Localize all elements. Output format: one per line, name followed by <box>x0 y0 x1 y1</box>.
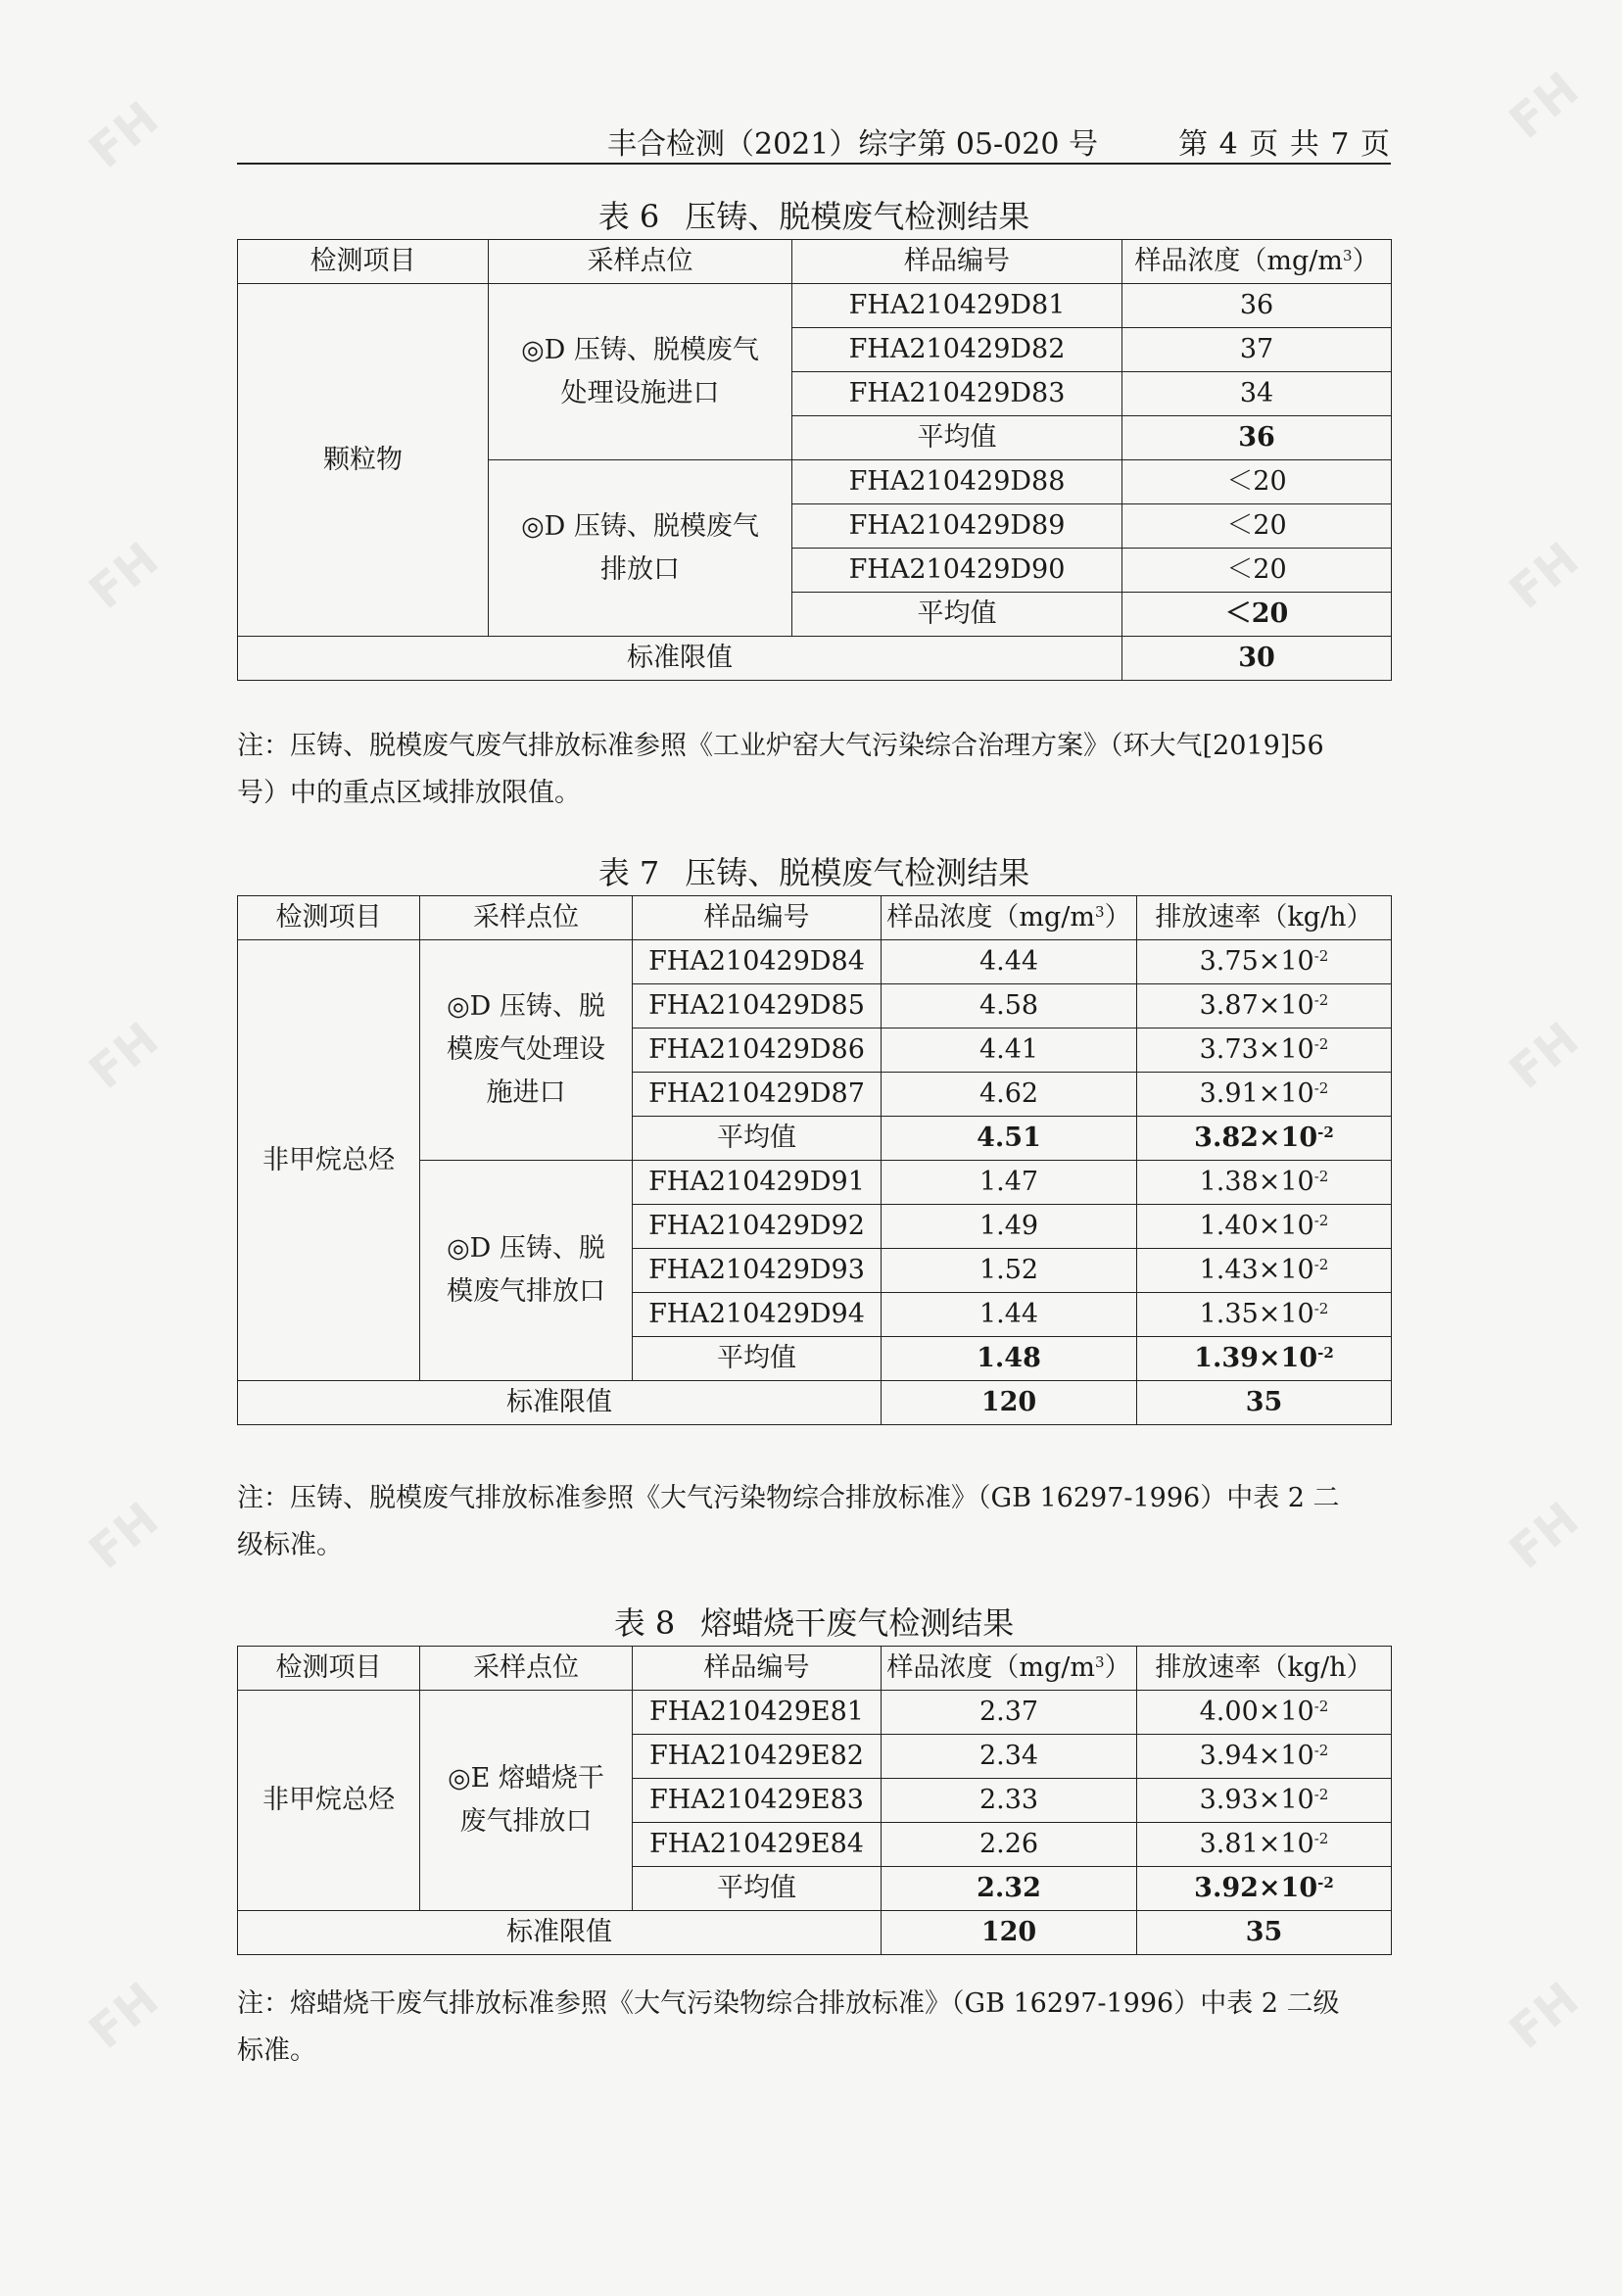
table7-title: 压铸、脱模废气检测结果 <box>685 854 1030 891</box>
table6 <box>237 239 1392 681</box>
rate-cell: $3.91\times 10^{-2}$ <box>1137 1073 1392 1117</box>
concentration-cell: 1.49 <box>882 1205 1137 1249</box>
concentration-cell: 37 <box>1122 328 1392 372</box>
table6-caption <box>237 192 1391 237</box>
rate-cell: $3.73\times 10^{-2}$ <box>1137 1028 1392 1073</box>
rate-cell: $1.40\times 10^{-2}$ <box>1137 1205 1392 1249</box>
table-header-row <box>238 1647 1392 1691</box>
sampling-point-cell: ◎D 压铸、脱模废气 排放口 <box>489 460 792 637</box>
watermark: FH <box>78 1012 169 1100</box>
concentration-cell: 2.37 <box>882 1691 1137 1735</box>
rate-cell: $3.75\times 10^{-2}$ <box>1137 940 1392 984</box>
table8-title: 熔蜡烧干废气检测结果 <box>700 1604 1015 1642</box>
concentration-cell: ＜20 <box>1122 460 1392 504</box>
concentration-cell: ＜20 <box>1122 504 1392 549</box>
rate-cell: $1.35\times 10^{-2}$ <box>1137 1293 1392 1337</box>
table7-caption <box>237 848 1391 893</box>
sample-id-cell: FHA210429D88 <box>792 460 1122 504</box>
header-cell: 采样点位 <box>489 240 792 284</box>
sample-id-cell: FHA210429D89 <box>792 504 1122 549</box>
header-cell: 样品浓度$(mg/m^3)$ <box>882 896 1137 940</box>
sample-id-cell: FHA210429D81 <box>792 284 1122 328</box>
average-concentration: 4.51 <box>882 1117 1137 1161</box>
limit-row <box>238 637 1392 681</box>
sampling-point-cell: ◎E 熔蜡烧干 废气排放口 <box>420 1691 633 1911</box>
header-cell: 检测项目 <box>238 240 489 284</box>
watermark: FH <box>78 532 169 620</box>
rate-cell: $4.00\times 10^{-2}$ <box>1137 1691 1392 1735</box>
sample-id-cell: FHA210429D91 <box>633 1161 882 1205</box>
sample-id-cell: FHA210429D85 <box>633 984 882 1028</box>
header-cell: 样品浓度$(mg/m^3)$ <box>1122 240 1392 284</box>
table7-note: 注：压铸、脱模废气排放标准参照《大气污染物综合排放标准》（GB 16297-1996）中表 2 二 级标准。 <box>237 1483 1340 1560</box>
limit-row <box>238 1911 1392 1955</box>
concentration-cell: 1.44 <box>882 1293 1137 1337</box>
limit-concentration: 30 <box>1122 637 1392 681</box>
table8-caption <box>237 1599 1391 1644</box>
rate-cell: $1.43\times 10^{-2}$ <box>1137 1249 1392 1293</box>
header-cell: 采样点位 <box>420 1647 633 1691</box>
watermark: FH <box>78 1492 169 1580</box>
sample-id-cell: FHA210429D86 <box>633 1028 882 1073</box>
watermark: FH <box>1499 1012 1590 1100</box>
rate-cell: $3.93\times 10^{-2}$ <box>1137 1779 1392 1823</box>
sampling-point-cell: ◎D 压铸、脱 模废气处理设 施进口 <box>420 940 633 1161</box>
table-row <box>238 284 1392 328</box>
table6-note: 注：压铸、脱模废气废气排放标准参照《工业炉窑大气污染综合治理方案》（环大气[2019]56 号）中的重点区域排放限值。 <box>237 731 1324 808</box>
sampling-point-cell: ◎D 压铸、脱 模废气排放口 <box>420 1161 633 1381</box>
table8-note: 注：熔蜡烧干废气排放标准参照《大气污染物综合排放标准》（GB 16297-1996）中表 2 二级 标准。 <box>237 1988 1340 2066</box>
sample-id-cell: FHA210429D90 <box>792 549 1122 593</box>
table6-number: 表 6 <box>597 198 660 235</box>
header-cell: 样品编号 <box>633 896 882 940</box>
average-label: 平均值 <box>792 593 1122 637</box>
watermark: FH <box>1499 1972 1590 2060</box>
watermark: FH <box>78 1972 169 2060</box>
watermark: FH <box>1499 532 1590 620</box>
header-cell: 排放速率（kg/h） <box>1137 896 1392 940</box>
table6-title: 压铸、脱模废气检测结果 <box>685 198 1030 235</box>
limit-rate: 35 <box>1137 1381 1392 1425</box>
concentration-cell: 36 <box>1122 284 1392 328</box>
test-item-cell: 非甲烷总烃 <box>238 940 420 1381</box>
sample-id-cell: FHA210429D92 <box>633 1205 882 1249</box>
table7-number: 表 7 <box>597 854 660 891</box>
sample-id-cell: FHA210429D94 <box>633 1293 882 1337</box>
concentration-cell: 4.58 <box>882 984 1137 1028</box>
concentration-cell: 2.33 <box>882 1779 1137 1823</box>
test-item-cell: 非甲烷总烃 <box>238 1691 420 1911</box>
table-row <box>238 940 1392 984</box>
rate-cell: $3.87\times 10^{-2}$ <box>1137 984 1392 1028</box>
concentration-cell: 1.52 <box>882 1249 1137 1293</box>
page-indicator: 第 4 页 共 7 页 <box>1178 127 1391 162</box>
sample-id-cell: FHA210429D87 <box>633 1073 882 1117</box>
sample-id-cell: FHA210429D84 <box>633 940 882 984</box>
header-cell: 检测项目 <box>238 1647 420 1691</box>
limit-label: 标准限值 <box>238 1381 882 1425</box>
sample-id-cell: FHA210429E84 <box>633 1823 882 1867</box>
average-label: 平均值 <box>633 1867 882 1911</box>
limit-label: 标准限值 <box>238 1911 882 1955</box>
header-cell: 样品浓度$(mg/m^3)$ <box>882 1647 1137 1691</box>
header-cell: 样品编号 <box>792 240 1122 284</box>
sample-id-cell: FHA210429D82 <box>792 328 1122 372</box>
sample-id-cell: FHA210429E82 <box>633 1735 882 1779</box>
sample-id-cell: FHA210429D93 <box>633 1249 882 1293</box>
sample-id-cell: FHA210429E81 <box>633 1691 882 1735</box>
concentration-cell: 4.62 <box>882 1073 1137 1117</box>
concentration-cell: 34 <box>1122 372 1392 416</box>
sample-id-cell: FHA210429D83 <box>792 372 1122 416</box>
page-header <box>237 116 1391 165</box>
limit-rate: 35 <box>1137 1911 1392 1955</box>
table-header-row <box>238 896 1392 940</box>
watermark: FH <box>1499 1492 1590 1580</box>
concentration-cell: 1.47 <box>882 1161 1137 1205</box>
average-concentration: 2.32 <box>882 1867 1137 1911</box>
rate-cell: $1.38\times 10^{-2}$ <box>1137 1161 1392 1205</box>
concentration-cell: 2.34 <box>882 1735 1137 1779</box>
report-number: 丰合检测（2021）综字第 05-020 号 <box>607 127 1098 162</box>
average-rate: $1.39\times 10^{-2}$ <box>1137 1337 1392 1381</box>
average-rate: $3.92\times 10^{-2}$ <box>1137 1867 1392 1911</box>
header-cell: 检测项目 <box>238 896 420 940</box>
table7 <box>237 895 1392 1425</box>
sample-id-cell: FHA210429E83 <box>633 1779 882 1823</box>
table8 <box>237 1646 1392 1955</box>
limit-concentration: 120 <box>882 1911 1137 1955</box>
average-rate: $3.82\times 10^{-2}$ <box>1137 1117 1392 1161</box>
concentration-cell: 4.41 <box>882 1028 1137 1073</box>
average-concentration: 36 <box>1122 416 1392 460</box>
average-label: 平均值 <box>633 1117 882 1161</box>
average-label: 平均值 <box>633 1337 882 1381</box>
concentration-cell: 2.26 <box>882 1823 1137 1867</box>
rate-cell: $3.81\times 10^{-2}$ <box>1137 1823 1392 1867</box>
sampling-point-cell: ◎D 压铸、脱模废气 处理设施进口 <box>489 284 792 460</box>
header-cell: 排放速率（kg/h） <box>1137 1647 1392 1691</box>
header-cell: 样品编号 <box>633 1647 882 1691</box>
average-label: 平均值 <box>792 416 1122 460</box>
table-header-row <box>238 240 1392 284</box>
rate-cell: $3.94\times 10^{-2}$ <box>1137 1735 1392 1779</box>
average-concentration: 1.48 <box>882 1337 1137 1381</box>
limit-row <box>238 1381 1392 1425</box>
table8-number: 表 8 <box>613 1604 676 1642</box>
concentration-cell: 4.44 <box>882 940 1137 984</box>
limit-label: 标准限值 <box>238 637 1122 681</box>
average-concentration: ＜20 <box>1122 593 1392 637</box>
concentration-cell: ＜20 <box>1122 549 1392 593</box>
table-row <box>238 1691 1392 1735</box>
watermark: FH <box>1499 62 1590 150</box>
watermark: FH <box>78 91 169 179</box>
limit-concentration: 120 <box>882 1381 1137 1425</box>
header-cell: 采样点位 <box>420 896 633 940</box>
test-item-cell: 颗粒物 <box>238 284 489 637</box>
